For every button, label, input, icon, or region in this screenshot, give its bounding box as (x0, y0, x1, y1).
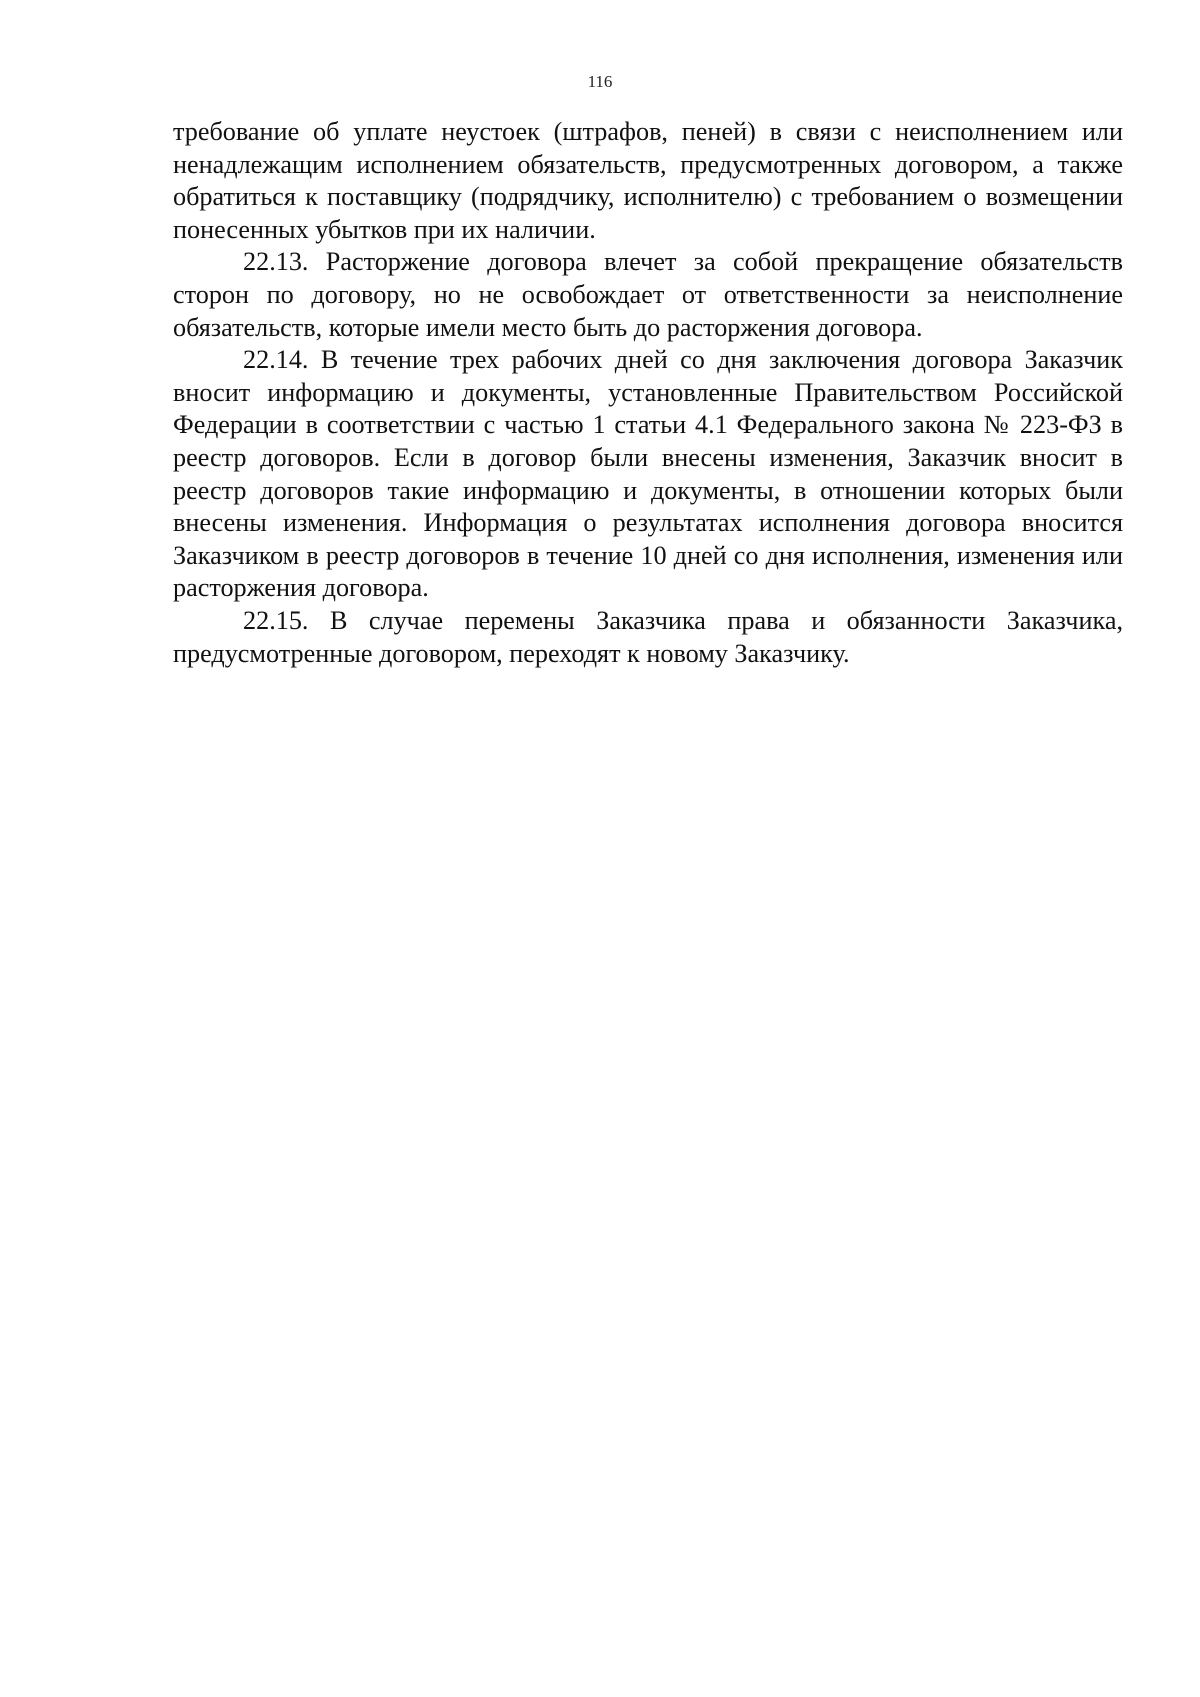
paragraph-22-15: 22.15. В случае перемены Заказчика права и обязанности Заказчика, предусмотренные договором, переходят к новому Заказчику. (173, 605, 1123, 668)
paragraph-continuation: требование об уплате неустоек (штрафов, пеней) в связи с неисполнением или ненадлежащим исполнением обязательств, предусмотренных договором, а также обратиться к поставщику (подрядчику, исполнителю) с требованием о возмещении понесенных убытков при их наличии. (173, 117, 1123, 244)
document-body (173, 116, 1123, 670)
paragraph-22-14: 22.14. В течение трех рабочих дней со дня заключения договора Заказчик вносит информацию и документы, установленные Правительством Российской Федерации в соответствии с частью 1 статьи 4.1 Федерального закона № 223-ФЗ в реестр договоров. Если в договор были внесены изменения, Заказчик вносит в реестр договоров такие информацию и документы, в отношении которых были внесены изменения. Информация о результатах исполнения договора вносится Заказчиком в реестр договоров в течение 10 дней со дня исполнения, изменения или расторжения договора. (173, 345, 1123, 603)
page-number: 116 (587, 72, 613, 91)
paragraph-22-13: 22.13. Расторжение договора влечет за собой прекращение обязательств сторон по договору, но не освобождает от ответственности за неисполнение обязательств, которые имели место быть до расторжения договора. (173, 247, 1123, 342)
